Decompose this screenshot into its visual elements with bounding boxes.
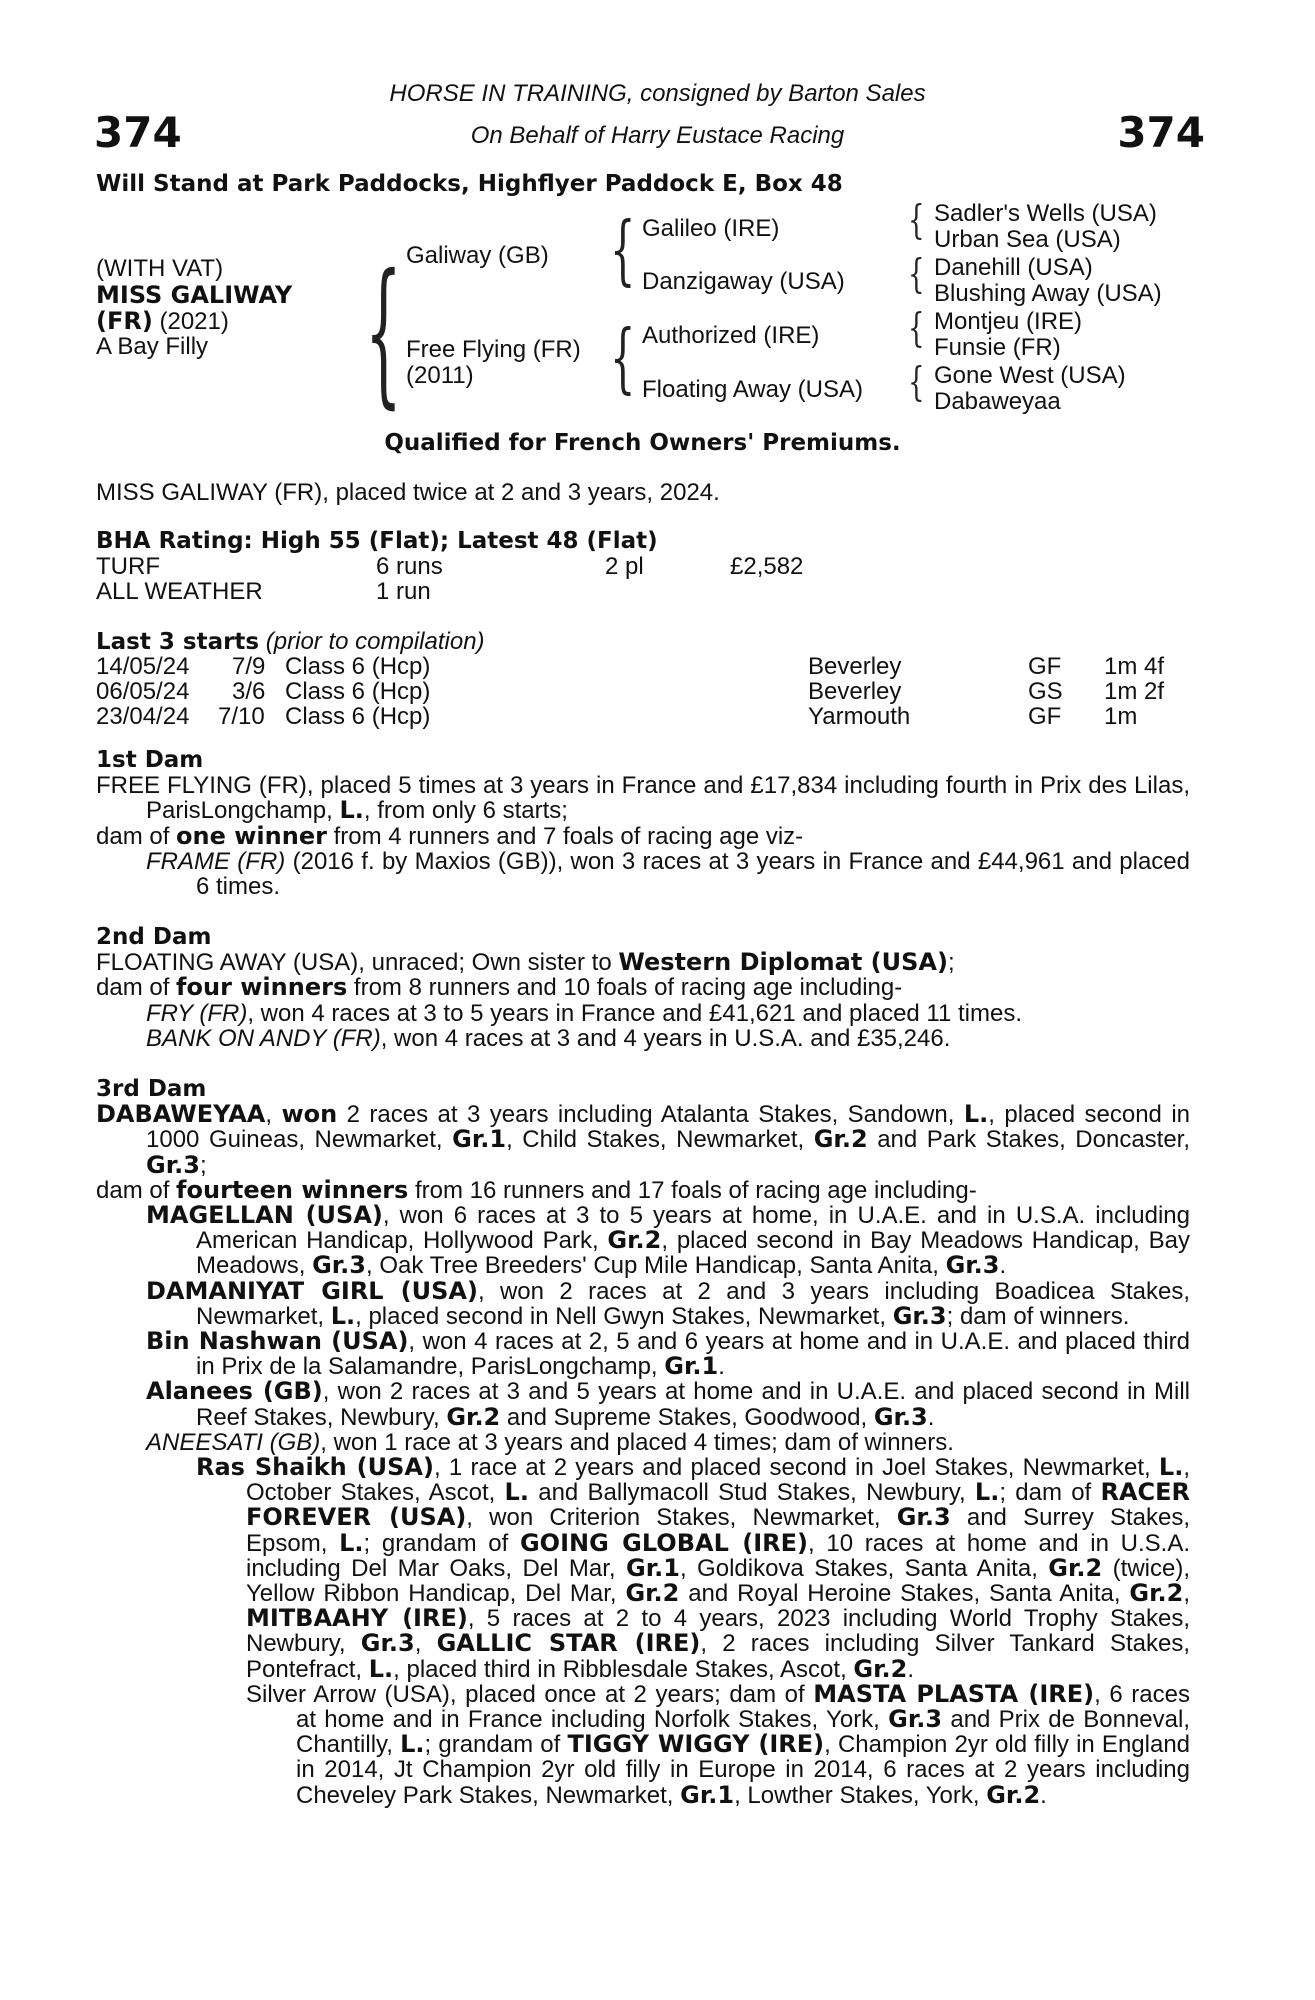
text: FREE FLYING (FR), placed 5 times at 3 years in France and £17,834 including fourth in Prix des Lilas, ParisLongchamp, <box>96 772 1190 825</box>
pedigree-gen3: Floating Away (USA) <box>642 376 863 403</box>
grade-listed: L. <box>400 1730 425 1759</box>
record-aw-surface: ALL WEATHER <box>96 578 263 605</box>
grade-1: Gr.1 <box>680 1780 735 1809</box>
horse-name: Alanees (GB) <box>146 1377 323 1406</box>
grade-3: Gr.3 <box>146 1150 200 1179</box>
produce-damaniyat-girl <box>96 1276 1191 1330</box>
produce-magellan <box>96 1203 1190 1279</box>
first-dam-section <box>96 748 1190 899</box>
text: , <box>414 1630 437 1658</box>
text: , 2 races including Silver Tankard Stakes, Pontefract, <box>246 1630 1190 1683</box>
horse-name: DAMANIYAT GIRL (USA) <box>146 1276 478 1305</box>
text: and Surrey Stakes, Epsom, <box>246 1504 1191 1557</box>
grade-2: Gr.2 <box>986 1780 1041 1809</box>
grade-listed: L. <box>1158 1453 1184 1482</box>
text: and Supreme Stakes, Goodwood, <box>500 1403 874 1431</box>
text: FLOATING AWAY (USA), unraced; Own sister to <box>96 949 619 977</box>
text: from 8 runners and 10 foals of racing age including- <box>347 974 903 1002</box>
produce-bin-nashwan <box>96 1329 1190 1379</box>
horse-origin-year <box>96 307 229 336</box>
start-date: 23/04/24 <box>96 703 190 730</box>
text: 2 races at 3 years including Atalanta Stakes, Sandown, <box>337 1101 964 1129</box>
grade-listed: L. <box>339 796 364 825</box>
grade-2: Gr.2 <box>607 1226 662 1255</box>
record-aw-runs: 1 run <box>376 578 431 605</box>
winner-count: one winner <box>176 821 327 850</box>
pedigree-gen4: Urban Sea (USA) <box>934 226 1121 253</box>
text: and Park Stakes, Doncaster, <box>867 1126 1191 1154</box>
last-starts-heading <box>96 628 485 656</box>
text: , from only 6 starts; <box>363 797 568 825</box>
horse-name: MAGELLAN (USA) <box>146 1201 383 1230</box>
text: , placed second in 1000 Guineas, Newmarket, <box>146 1101 1191 1154</box>
winner-count: four winners <box>176 973 348 1002</box>
grade-2: Gr.2 <box>625 1579 680 1608</box>
text: , placed third in Ribblesdale Stakes, Ascot, <box>393 1655 854 1683</box>
pedigree-brace-g3: { <box>908 306 925 353</box>
text: ; <box>947 949 955 977</box>
text: and Prix de Bonneval, Chantilly, <box>296 1706 1190 1759</box>
horse-description: A Bay Filly <box>96 333 209 360</box>
grade-listed: L. <box>368 1654 394 1683</box>
start-distance: 1m 2f <box>1104 678 1165 705</box>
pedigree-gen4: Montjeu (IRE) <box>934 308 1083 335</box>
text: dam of <box>96 1176 177 1204</box>
grade-3: Gr.3 <box>892 1301 947 1330</box>
foal-name: FRY (FR) <box>146 999 248 1027</box>
record-turf-runs: 6 runs <box>376 553 443 580</box>
pedigree-gen3: Authorized (IRE) <box>642 322 820 349</box>
text: , won 4 races at 3 to 5 years in France and £41,621 and placed 11 times. <box>247 999 1023 1027</box>
pedigree-gen4: Gone West (USA) <box>934 362 1126 389</box>
pedigree-brace-main: { <box>365 240 402 424</box>
start-position: 7/9 <box>232 653 266 680</box>
text: . <box>907 1655 915 1683</box>
grade-3: Gr.3 <box>360 1629 415 1658</box>
text: ; dam of winners. <box>946 1302 1130 1330</box>
grade-1: Gr.1 <box>452 1125 507 1154</box>
horse-name: RACER FOREVER (USA) <box>246 1478 1191 1532</box>
pedigree-gen3: Danzigaway (USA) <box>642 268 845 295</box>
horse-name: Ras Shaikh (USA) <box>196 1453 434 1482</box>
text: , Lowther Stakes, York, <box>734 1781 987 1809</box>
produce-ras-shaikh <box>96 1455 1190 1682</box>
text: , Oak Tree Breeders' Cup Mile Handicap, Santa Anita, <box>366 1252 946 1280</box>
second-dam-foal <box>96 1001 1190 1026</box>
start-date: 06/05/24 <box>96 678 190 705</box>
grade-1: Gr.1 <box>626 1553 680 1582</box>
start-class: Class 6 (Hcp) <box>285 653 431 680</box>
text: from 4 runners and 7 foals of racing age viz- <box>326 822 804 850</box>
grade-3: Gr.3 <box>896 1503 951 1532</box>
grade-2: Gr.2 <box>1129 1579 1184 1608</box>
text: ; <box>199 1151 207 1179</box>
pedigree-dam: Free Flying (FR) <box>406 336 581 363</box>
sibling-name: Western Diplomat (USA) <box>618 948 948 977</box>
grade-2: Gr.2 <box>813 1125 868 1154</box>
grade-2: Gr.2 <box>446 1402 501 1431</box>
text: , won 4 races at 2, 5 and 6 years at home and in U.A.E. and placed third in Prix de la Salamandre, ParisLongchamp, <box>196 1328 1190 1381</box>
start-course: Beverley <box>808 653 902 680</box>
grade-3: Gr.3 <box>873 1402 928 1431</box>
grade-listed: L. <box>974 1478 1000 1507</box>
pedigree-gen4: Sadler's Wells (USA) <box>934 200 1157 227</box>
record-turf-placed: 2 pl <box>605 553 644 580</box>
text: , won 6 races at 3 to 5 years at home, in U.A.E. and in U.S.A. including American Handicap, Hollywood Park, <box>196 1202 1190 1255</box>
second-dam-record <box>96 950 1190 975</box>
stand-location: Will Stand at Park Paddocks, Highflyer Paddock E, Box 48 <box>96 171 843 197</box>
grade-2: Gr.2 <box>853 1654 908 1683</box>
horse-year: (2021) <box>159 308 229 335</box>
horse-name: ANEESATI (GB) <box>146 1428 321 1456</box>
last-starts-note: (prior to compilation) <box>265 628 485 655</box>
pedigree-gen3: Galileo (IRE) <box>642 215 780 242</box>
pedigree-dam-year: (2011) <box>406 362 474 389</box>
start-going: GF <box>1028 653 1062 680</box>
second-dam-section <box>96 925 1190 1051</box>
text: , Champion 2yr old filly in England in 2014, Jt Champion 2yr old filly in Europe in 2014, 6 races at 2 years including Cheveley Park Stakes, Newmarket, <box>296 1731 1191 1809</box>
grade-3: Gr.3 <box>945 1251 1000 1280</box>
text: and Ballymacoll Stud Stakes, Newbury, <box>528 1479 975 1507</box>
start-position: 7/10 <box>218 703 265 730</box>
horse-name: MITBAAHY (IRE) <box>246 1604 468 1633</box>
text: , 5 races at 2 to 4 years, 2023 including World Trophy Stakes, Newbury, <box>246 1605 1191 1658</box>
start-going: GF <box>1028 703 1062 730</box>
last-starts-title: Last 3 starts <box>96 629 260 655</box>
text: , Goldikova Stakes, Santa Anita, <box>679 1554 1049 1582</box>
text: , placed second in Nell Gwyn Stakes, Newmarket, <box>355 1302 893 1330</box>
text: ; dam of <box>999 1479 1101 1507</box>
produce-aneesati <box>96 1430 1190 1455</box>
horse-name: TIGGY WIGGY (IRE) <box>567 1730 825 1759</box>
horse-suffix: (FR) <box>96 307 153 335</box>
first-dam-foal <box>96 849 1190 899</box>
text: . <box>999 1252 1007 1280</box>
pedigree-gen4: Danehill (USA) <box>934 254 1093 281</box>
text: . <box>927 1403 935 1431</box>
text: Silver Arrow (USA), placed once at 2 years; dam of <box>246 1680 814 1708</box>
text: from 16 runners and 17 foals of racing age including- <box>408 1176 977 1204</box>
horse-name: MASTA PLASTA (IRE) <box>813 1679 1095 1708</box>
vendor-line: On Behalf of Harry Eustace Racing <box>470 122 845 149</box>
text: dam of <box>96 822 177 850</box>
first-dam-produce <box>96 821 1190 850</box>
text: , won 4 races at 3 and 4 years in U.S.A. and £35,246. <box>380 1024 951 1052</box>
text: dam of <box>96 974 177 1002</box>
horse-name: Bin Nashwan (USA) <box>146 1327 409 1356</box>
text: and Royal Heroine Stakes, Santa Anita, <box>679 1580 1130 1608</box>
horse-name: DABAWEYAA <box>96 1100 266 1129</box>
pedigree-brace-sire: { <box>610 207 636 295</box>
grade-1: Gr.1 <box>664 1352 719 1381</box>
start-position: 3/6 <box>232 678 266 705</box>
third-dam-heading: 3rd Dam <box>96 1076 207 1102</box>
second-dam-produce <box>96 975 1190 1000</box>
record-turf-surface: TURF <box>96 553 160 580</box>
text: . <box>1040 1781 1047 1809</box>
text: (twice), Yellow Ribbon Handicap, Del Mar, <box>246 1554 1190 1608</box>
french-premium-note: Qualified for French Owners' Premiums. <box>384 430 901 456</box>
text: , 1 race at 2 years and placed second in Joel Stakes, Newmarket, <box>433 1454 1159 1482</box>
third-dam-produce <box>96 1175 1190 1204</box>
text: ; grandam of <box>363 1529 520 1557</box>
first-dam-heading: 1st Dam <box>96 747 204 773</box>
text: , won 2 races at 2 and 3 years including Boadicea Stakes, Newmarket, <box>196 1277 1191 1330</box>
pedigree-gen4: Blushing Away (USA) <box>934 280 1162 307</box>
first-dam-record <box>96 773 1190 823</box>
pedigree-gen4: Dabaweyaa <box>934 388 1061 415</box>
foal-name: BANK ON ANDY (FR) <box>146 1024 381 1052</box>
text: , won 2 races at 3 and 5 years at home and in U.A.E. and placed second in Mill Reef Stakes, Newbury, <box>196 1378 1190 1431</box>
text: . <box>718 1353 725 1381</box>
third-dam-section <box>96 1077 1190 1808</box>
produce-alanees <box>96 1379 1190 1429</box>
horse-name: GOING GLOBAL (IRE) <box>519 1528 808 1557</box>
lot-number-right: 374 <box>1117 108 1205 157</box>
consignor-line: HORSE IN TRAINING, consigned by Barton Sales <box>389 80 926 107</box>
text: , 10 races at home and in U.S.A. including Del Mar Oaks, Del Mar, <box>246 1529 1190 1582</box>
pedigree-sire: Galiway (GB) <box>406 242 549 269</box>
grade-2: Gr.2 <box>1048 1553 1103 1582</box>
text: (2016 f. by Maxios (GB)), won 3 races at 3 years in France and £44,961 and placed 6 times. <box>196 847 1190 901</box>
start-course: Yarmouth <box>808 703 911 730</box>
text: , <box>1183 1580 1190 1608</box>
foal-name: FRAME (FR) <box>146 847 286 875</box>
start-distance: 1m <box>1104 703 1138 730</box>
record-turf-prize: £2,582 <box>730 553 804 580</box>
text: ; grandam of <box>424 1731 568 1759</box>
won-label: won <box>281 1100 338 1129</box>
produce-silver-arrow <box>96 1679 1191 1809</box>
text: , won 1 race at 3 years and placed 4 times; dam of winners. <box>320 1428 954 1456</box>
pedigree-brace-g2: { <box>908 252 925 299</box>
pedigree-gen4: Funsie (FR) <box>934 334 1061 361</box>
horse-name: MISS GALIWAY <box>96 281 293 309</box>
grade-listed: L. <box>330 1301 356 1330</box>
horse-name: GALLIC STAR (IRE) <box>436 1629 701 1658</box>
pedigree-brace-g4: { <box>908 360 925 407</box>
lot-number-left: 374 <box>94 108 182 157</box>
grade-listed: L. <box>504 1478 529 1507</box>
second-dam-heading: 2nd Dam <box>96 924 212 950</box>
text: , October Stakes, Ascot, <box>246 1454 1190 1507</box>
race-summary: MISS GALIWAY (FR), placed twice at 2 and 3 years, 2024. <box>96 479 720 506</box>
text: , Child Stakes, Newmarket, <box>506 1126 814 1154</box>
text: , won Criterion Stakes, Newmarket, <box>466 1504 897 1532</box>
grade-listed: L. <box>963 1100 989 1129</box>
winner-count: fourteen winners <box>176 1175 409 1204</box>
third-dam-record: DABAWEYAA, won 2 races at 3 years including Atalanta Stakes, Sandown, L., placed second in 1000 Guineas, Newmarket, Gr.1, Child Stakes, Newmarket, Gr.2 and Park Stakes, Doncaster, Gr.3; <box>96 1100 1191 1179</box>
bha-rating: BHA Rating: High 55 (Flat); Latest 48 (Flat) <box>96 528 658 554</box>
start-distance: 1m 4f <box>1104 653 1165 680</box>
grade-3: Gr.3 <box>888 1705 943 1734</box>
text: , 6 races at home and in France including Norfolk Stakes, York, <box>296 1680 1190 1734</box>
grade-3: Gr.3 <box>312 1251 366 1280</box>
vat-note: (WITH VAT) <box>96 255 224 282</box>
start-class: Class 6 (Hcp) <box>285 703 431 730</box>
text: , placed second in Bay Meadows Handicap, Bay Meadows, <box>196 1227 1190 1280</box>
start-course: Beverley <box>808 678 902 705</box>
start-date: 14/05/24 <box>96 653 190 680</box>
pedigree-brace-g1: { <box>908 198 925 245</box>
pedigree-brace-dam: { <box>610 315 636 403</box>
start-going: GS <box>1028 678 1063 705</box>
grade-listed: L. <box>339 1528 364 1557</box>
second-dam-foal <box>96 1026 1190 1051</box>
start-class: Class 6 (Hcp) <box>285 678 431 705</box>
